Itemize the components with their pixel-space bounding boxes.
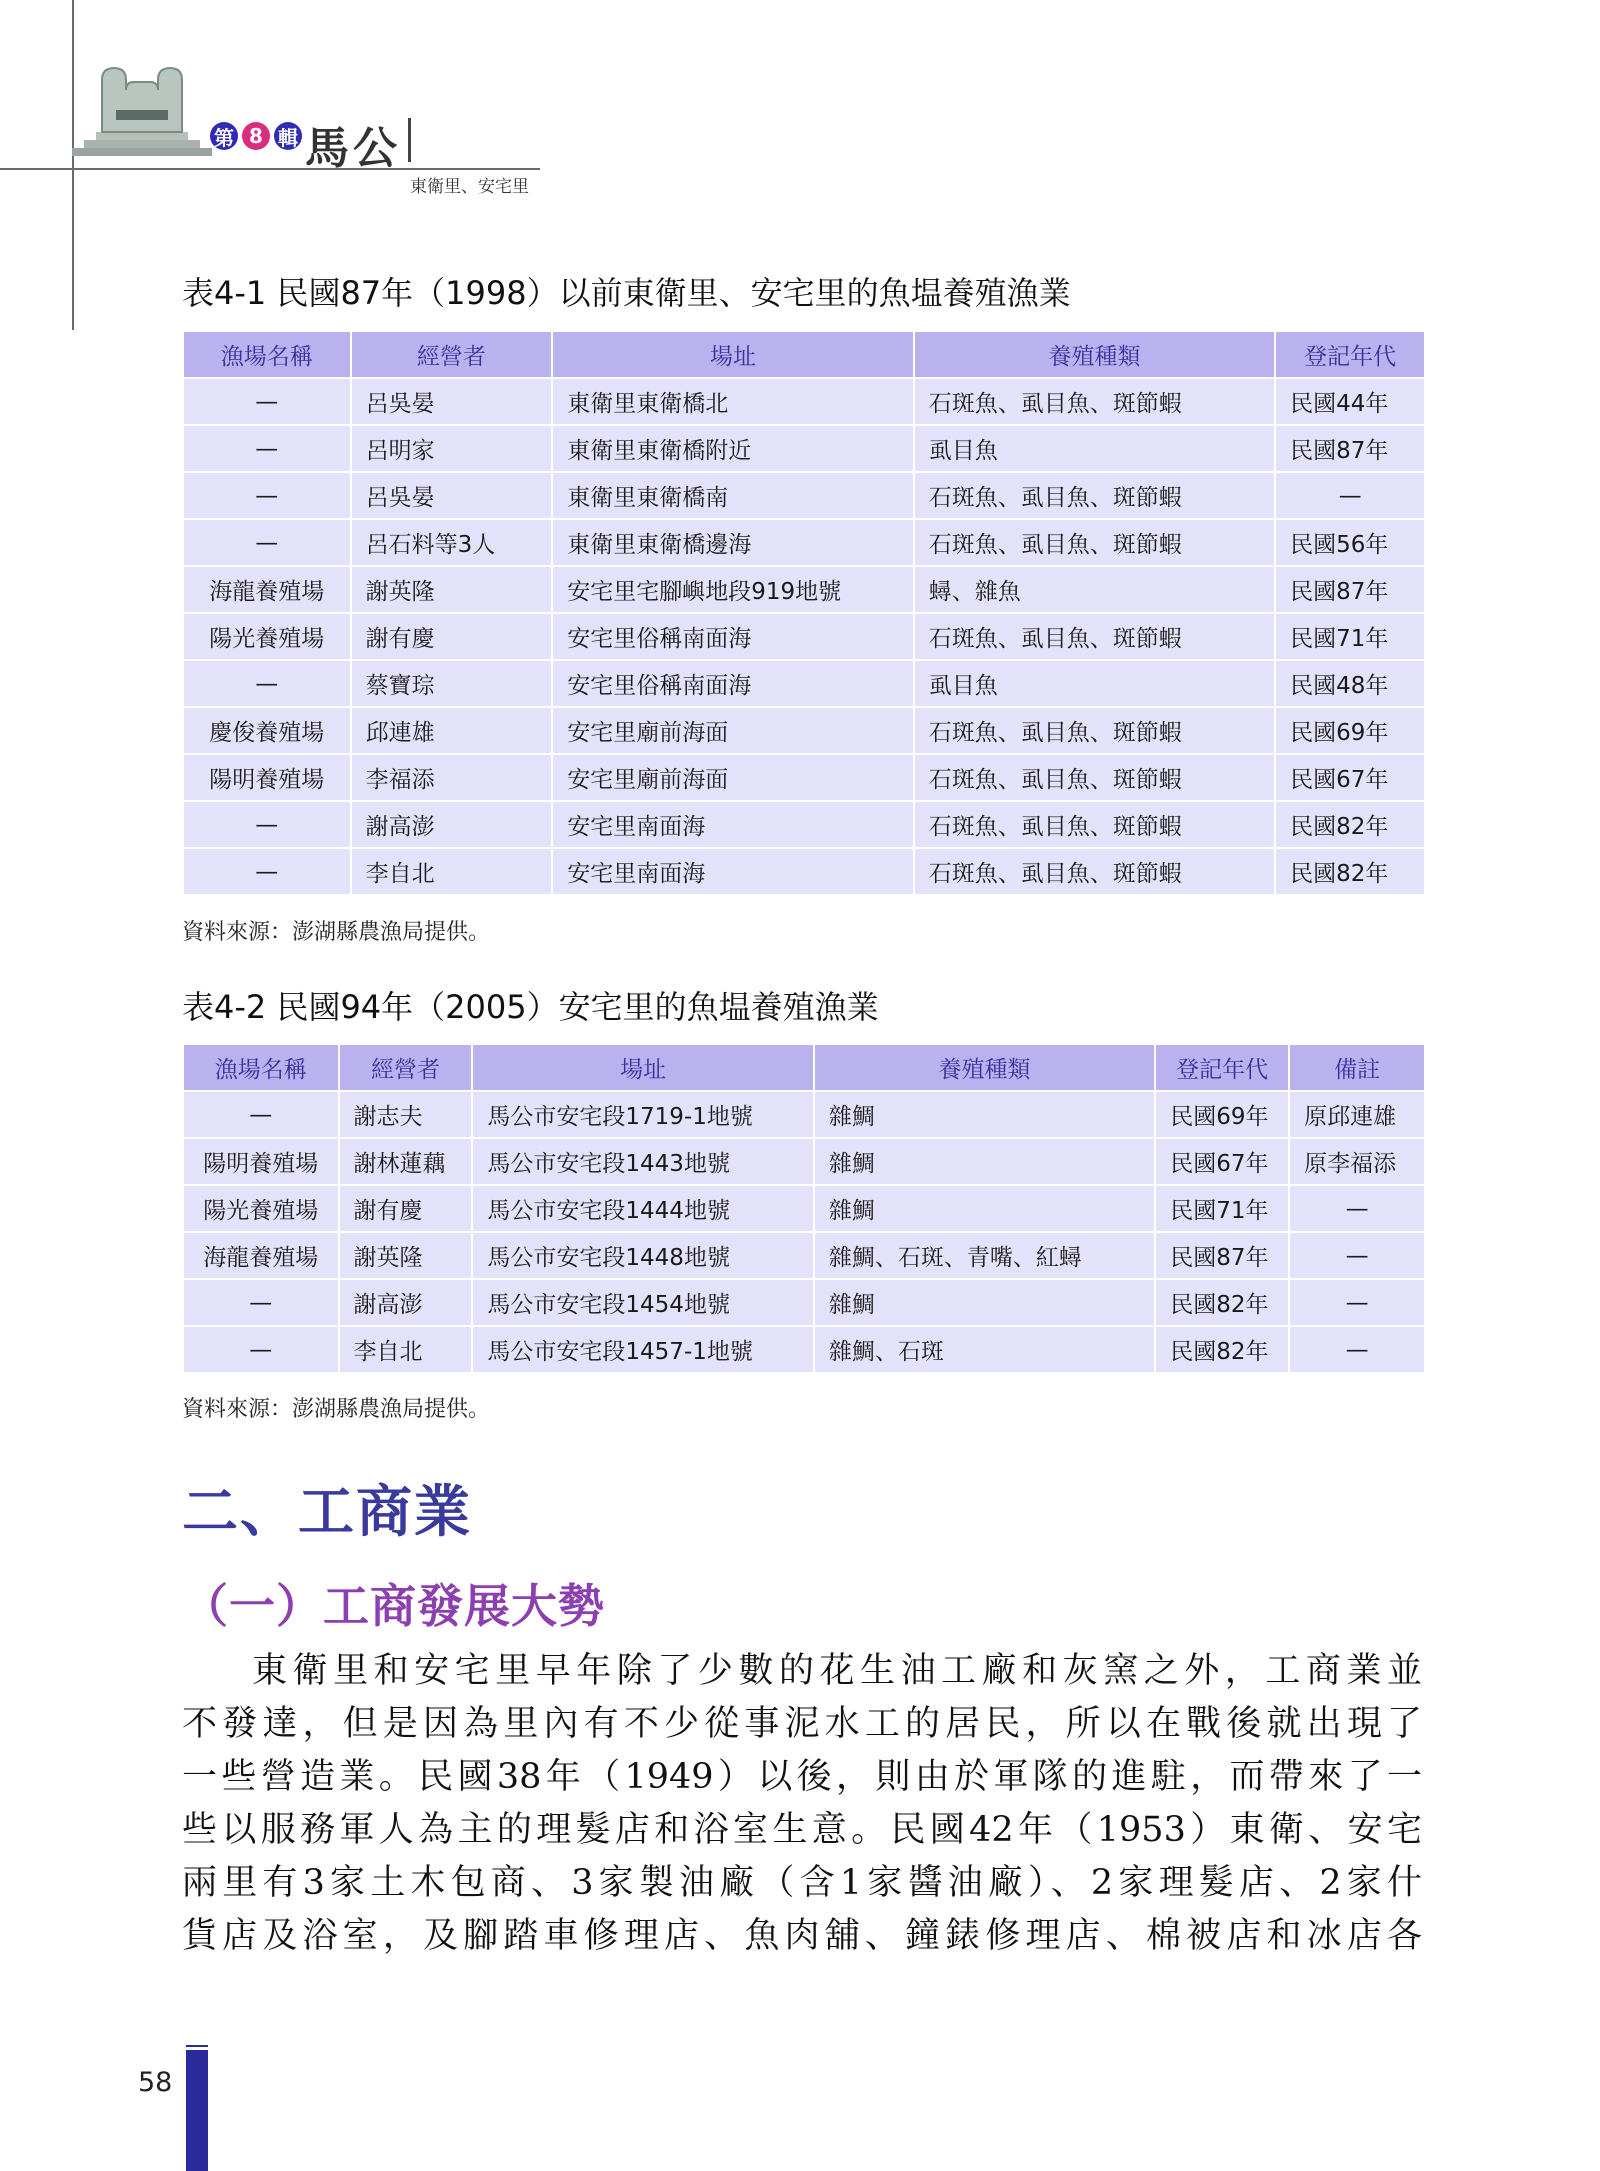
table-cell: 海龍養殖場 xyxy=(183,566,351,613)
table-row xyxy=(183,754,1425,801)
table-cell: 石斑魚、虱目魚、斑節蝦 xyxy=(914,754,1275,801)
table-cell: 石斑魚、虱目魚、斑節蝦 xyxy=(914,472,1275,519)
table-cell: 陽光養殖場 xyxy=(183,613,351,660)
table-cell: 民國71年 xyxy=(1275,613,1425,660)
table-cell: 民國82年 xyxy=(1155,1326,1289,1373)
table-cell: 謝志夫 xyxy=(339,1091,473,1138)
table2-source: 資料來源：澎湖縣農漁局提供。 xyxy=(182,1397,491,1422)
table-cell: 安宅里俗稱南面海 xyxy=(552,660,914,707)
table-cell: 雜鯛、石斑、青嘴、紅蟳 xyxy=(814,1232,1155,1279)
table-cell: 石斑魚、虱目魚、斑節蝦 xyxy=(914,613,1275,660)
series-badge xyxy=(210,122,302,150)
table-cell: 民國87年 xyxy=(1275,566,1425,613)
table-cell: — xyxy=(183,660,351,707)
body-line: 一些營造業。民國38年（1949）以後，則由於軍隊的進駐，而帶來了一 xyxy=(182,1757,1422,1797)
table-cell: 呂明家 xyxy=(351,425,553,472)
subsection-heading: （一）工商發展大勢 xyxy=(182,1579,605,1633)
table-cell: 海龍養殖場 xyxy=(183,1232,339,1279)
table-cell: 石斑魚、虱目魚、斑節蝦 xyxy=(914,519,1275,566)
table-cell: 馬公市安宅段1448地號 xyxy=(472,1232,813,1279)
table-cell: 馬公市安宅段1454地號 xyxy=(472,1279,813,1326)
column-header: 養殖種類 xyxy=(814,1044,1155,1091)
table-cell: 民國82年 xyxy=(1275,801,1425,848)
table-row xyxy=(183,566,1425,613)
table-row xyxy=(183,378,1425,425)
table-cell: 安宅里南面海 xyxy=(552,801,914,848)
body-line: 不發達，但是因為里內有不少從事泥水工的居民，所以在戰後就出現了 xyxy=(182,1704,1422,1744)
page-number: 58 xyxy=(138,2067,173,2098)
body-line: 貨店及浴室，及腳踏車修理店、魚肉舖、鐘錶修理店、棉被店和冰店各 xyxy=(182,1916,1422,1956)
table-row xyxy=(183,1326,1425,1373)
table-cell: 安宅里廟前海面 xyxy=(552,707,914,754)
table-cell: 陽明養殖場 xyxy=(183,754,351,801)
body-line: 些以服務軍人為主的理髮店和浴室生意。民國42年（1953）東衛、安宅 xyxy=(182,1810,1422,1850)
table-cell: — xyxy=(1289,1279,1425,1326)
column-header: 經營者 xyxy=(339,1044,473,1091)
column-header: 登記年代 xyxy=(1275,331,1425,378)
table-cell: — xyxy=(183,519,351,566)
table1-source: 資料來源：澎湖縣農漁局提供。 xyxy=(182,920,491,945)
table-row xyxy=(183,613,1425,660)
table-cell: 安宅里南面海 xyxy=(552,848,914,895)
table-cell: 民國87年 xyxy=(1155,1232,1289,1279)
table-row xyxy=(183,801,1425,848)
table-cell: 雜鯛 xyxy=(814,1138,1155,1185)
column-header: 養殖種類 xyxy=(914,331,1275,378)
table-cell: 李自北 xyxy=(339,1326,473,1373)
series-prefix: 第 xyxy=(210,122,238,150)
table-cell: 呂吳晏 xyxy=(351,378,553,425)
table-cell: 原邱連雄 xyxy=(1289,1091,1425,1138)
series-number: 8 xyxy=(242,122,270,150)
table-cell: 謝林蓮藕 xyxy=(339,1138,473,1185)
table-cell: 民國69年 xyxy=(1155,1091,1289,1138)
book-subtitle: 東衛里、安宅里 xyxy=(410,177,529,197)
monument-logo-icon xyxy=(72,60,212,160)
table-header-row xyxy=(183,1044,1425,1091)
table-cell: 謝高澎 xyxy=(339,1279,473,1326)
table-cell: 雜鯛 xyxy=(814,1279,1155,1326)
table-cell: 呂石料等3人 xyxy=(351,519,553,566)
table-cell: 東衛里東衛橋邊海 xyxy=(552,519,914,566)
table-cell: 民國69年 xyxy=(1275,707,1425,754)
section-heading: 二、工商業 xyxy=(182,1479,472,1545)
table-cell: 東衛里東衛橋附近 xyxy=(552,425,914,472)
table1-caption: 表4-1 民國87年（1998）以前東衛里、安宅里的魚塭養殖漁業 xyxy=(182,274,1071,312)
table-cell: 馬公市安宅段1457-1地號 xyxy=(472,1326,813,1373)
table-cell: 馬公市安宅段1443地號 xyxy=(472,1138,813,1185)
table-row xyxy=(183,1185,1425,1232)
table-cell: 石斑魚、虱目魚、斑節蝦 xyxy=(914,848,1275,895)
table-4-1 xyxy=(182,330,1426,896)
table-row xyxy=(183,1091,1425,1138)
table-cell: 安宅里宅腳嶼地段919地號 xyxy=(552,566,914,613)
table-cell: 東衛里東衛橋北 xyxy=(552,378,914,425)
footer-bar xyxy=(186,2050,208,2171)
table-cell: — xyxy=(183,1091,339,1138)
table-cell: 雜鯛、石斑 xyxy=(814,1326,1155,1373)
table-cell: 雜鯛 xyxy=(814,1185,1155,1232)
table-cell: 民國56年 xyxy=(1275,519,1425,566)
table-cell: 民國82年 xyxy=(1155,1279,1289,1326)
table-cell: 李福添 xyxy=(351,754,553,801)
table-4-2 xyxy=(182,1043,1426,1374)
footer-rule xyxy=(186,2045,208,2047)
table-cell: 東衛里東衛橋南 xyxy=(552,472,914,519)
table-cell: 石斑魚、虱目魚、斑節蝦 xyxy=(914,707,1275,754)
table-cell: 民國71年 xyxy=(1155,1185,1289,1232)
table-cell: 民國67年 xyxy=(1155,1138,1289,1185)
table-cell: 民國48年 xyxy=(1275,660,1425,707)
table-row xyxy=(183,707,1425,754)
table-row xyxy=(183,519,1425,566)
table-cell: — xyxy=(183,1326,339,1373)
column-header: 經營者 xyxy=(351,331,553,378)
table-cell: — xyxy=(183,425,351,472)
table-cell: 陽光養殖場 xyxy=(183,1185,339,1232)
table-row xyxy=(183,472,1425,519)
column-header: 登記年代 xyxy=(1155,1044,1289,1091)
table-cell: 民國44年 xyxy=(1275,378,1425,425)
table-cell: 虱目魚 xyxy=(914,660,1275,707)
table-cell: — xyxy=(1289,1232,1425,1279)
table-cell: 蔡寶琮 xyxy=(351,660,553,707)
table-cell: — xyxy=(1289,1326,1425,1373)
table-row xyxy=(183,1138,1425,1185)
table-row xyxy=(183,1232,1425,1279)
table-cell: 石斑魚、虱目魚、斑節蝦 xyxy=(914,378,1275,425)
table-row xyxy=(183,848,1425,895)
table-cell: 呂吳晏 xyxy=(351,472,553,519)
table-cell: 雜鯛 xyxy=(814,1091,1155,1138)
column-header: 場址 xyxy=(552,331,914,378)
table-cell: 虱目魚 xyxy=(914,425,1275,472)
table-cell: 謝有慶 xyxy=(339,1185,473,1232)
column-header: 備註 xyxy=(1289,1044,1425,1091)
table2-caption: 表4-2 民國94年（2005）安宅里的魚塭養殖漁業 xyxy=(182,988,879,1026)
table-cell: — xyxy=(183,801,351,848)
column-header: 漁場名稱 xyxy=(183,331,351,378)
table-cell: — xyxy=(183,378,351,425)
table-cell: 馬公市安宅段1719-1地號 xyxy=(472,1091,813,1138)
table-row xyxy=(183,660,1425,707)
table-cell: 陽明養殖場 xyxy=(183,1138,339,1185)
title-divider xyxy=(408,118,411,162)
table-row xyxy=(183,425,1425,472)
header-vertical-rule xyxy=(72,0,74,330)
table-cell: 馬公市安宅段1444地號 xyxy=(472,1185,813,1232)
table-cell: 原李福添 xyxy=(1289,1138,1425,1185)
table-cell: 安宅里廟前海面 xyxy=(552,754,914,801)
table-cell: 民國82年 xyxy=(1275,848,1425,895)
table-cell: 蟳、雜魚 xyxy=(914,566,1275,613)
table-cell: 民國67年 xyxy=(1275,754,1425,801)
table-cell: — xyxy=(183,848,351,895)
table-cell: 謝英隆 xyxy=(339,1232,473,1279)
table-cell: — xyxy=(1275,472,1425,519)
table-header-row xyxy=(183,331,1425,378)
series-suffix: 輯 xyxy=(274,122,302,150)
table-cell: — xyxy=(1289,1185,1425,1232)
table-cell: 安宅里俗稱南面海 xyxy=(552,613,914,660)
table-cell: 民國87年 xyxy=(1275,425,1425,472)
table-cell: 慶俊養殖場 xyxy=(183,707,351,754)
table-cell: — xyxy=(183,472,351,519)
body-paragraph xyxy=(182,1645,1422,1963)
body-line: 兩里有3家土木包商、3家製油廠（含1家醬油廠）、2家理髮店、2家什 xyxy=(182,1863,1422,1903)
table-cell: 李自北 xyxy=(351,848,553,895)
table-cell: 石斑魚、虱目魚、斑節蝦 xyxy=(914,801,1275,848)
book-title: 馬公 xyxy=(305,123,401,174)
table-row xyxy=(183,1279,1425,1326)
table-cell: 邱連雄 xyxy=(351,707,553,754)
table-cell: 謝高澎 xyxy=(351,801,553,848)
table-cell: — xyxy=(183,1279,339,1326)
column-header: 場址 xyxy=(472,1044,813,1091)
header-horizontal-rule xyxy=(0,168,540,170)
table-cell: 謝有慶 xyxy=(351,613,553,660)
body-line: 東衛里和安宅里早年除了少數的花生油工廠和灰窯之外，工商業並 xyxy=(252,1651,1422,1691)
table-cell: 謝英隆 xyxy=(351,566,553,613)
column-header: 漁場名稱 xyxy=(183,1044,339,1091)
